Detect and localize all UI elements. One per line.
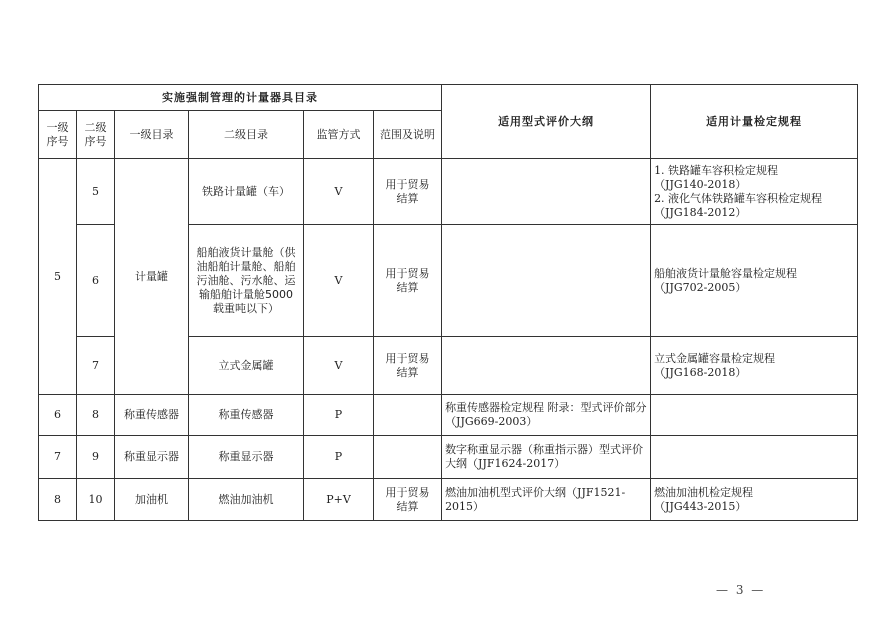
page-number: — 3 — [716,583,766,597]
regulation-cell [651,479,858,521]
type-eval-cell [442,337,651,395]
level1-no-cell: 5 [39,159,77,395]
level2-catalog-cell: 铁路计量罐（车） [189,159,304,225]
verification-regulation-header: 适用计量检定规程 [651,85,858,159]
level2-no-cell: 6 [77,225,115,337]
level1-catalog-cell: 称重传感器 [115,395,189,436]
regulation-line: 燃油加油机检定规程 [654,485,754,499]
level2-catalog-cell: 船舶液货计量舱（供油船舶计量舱、船舶污油舱、污水舱、运输船舶计量舱5000载重吨以下） [189,225,304,337]
table-row [39,159,858,225]
level2-no-cell: 5 [77,159,115,225]
regulation-line: （JJG140-2018） [654,177,747,191]
regulation-line: （JJG702-2005） [654,280,747,294]
regulation-line: 船舶液货计量舱容量检定规程 [654,266,798,280]
regulation-cell [651,395,858,436]
type-eval-cell: 称重传感器检定规程 附录：型式评价部分（JJG669-2003） [442,395,651,436]
scope-cell: 用于贸易结算 [374,159,442,225]
level2-no-cell: 9 [77,436,115,479]
regulation-line: 立式金属罐容量检定规程 [654,351,776,365]
col-header-level2-no: 二级序号 [77,111,115,159]
scope-cell: 用于贸易结算 [374,337,442,395]
regulation-cell [651,436,858,479]
col-header-level1-no: 一级序号 [39,111,77,159]
type-evaluation-header: 适用型式评价大纲 [442,85,651,159]
level2-catalog-cell: 燃油加油机 [189,479,304,521]
supervision-cell: V [304,159,374,225]
level2-catalog-cell: 立式金属罐 [189,337,304,395]
scope-cell: 用于贸易结算 [374,225,442,337]
type-eval-cell [442,159,651,225]
regulation-line: （JJG184-2012） [654,205,747,219]
level2-catalog-cell: 称重传感器 [189,395,304,436]
type-eval-cell: 燃油加油机型式评价大纲（JJF1521-2015） [442,479,651,521]
table-row [39,395,858,436]
regulation-cell [651,337,858,395]
level2-no-cell: 7 [77,337,115,395]
regulation-line: （JJG443-2015） [654,499,747,513]
table-row [39,479,858,521]
regulation-line: 1. 铁路罐车容积检定规程 [654,163,779,177]
col-header-level2-catalog: 二级目录 [189,111,304,159]
level1-no-cell: 6 [39,395,77,436]
level1-catalog-cell: 称重显示器 [115,436,189,479]
col-header-scope: 范围及说明 [374,111,442,159]
table-title: 实施强制管理的计量器具目录 [39,85,442,111]
level2-no-cell: 10 [77,479,115,521]
scope-cell [374,436,442,479]
type-eval-cell: 数字称重显示器（称重指示器）型式评价大纲（JJF1624-2017） [442,436,651,479]
regulation-line: （JJG168-2018） [654,365,747,379]
level1-no-cell: 8 [39,479,77,521]
measuring-instruments-catalog-table [38,84,858,521]
supervision-cell: V [304,225,374,337]
regulation-cell [651,159,858,225]
col-header-level1-catalog: 一级目录 [115,111,189,159]
level2-catalog-cell: 称重显示器 [189,436,304,479]
type-eval-cell [442,225,651,337]
regulation-cell [651,225,858,337]
supervision-cell: P [304,436,374,479]
supervision-cell: P [304,395,374,436]
level1-no-cell: 7 [39,436,77,479]
level2-no-cell: 8 [77,395,115,436]
table-row [39,436,858,479]
level1-catalog-cell: 加油机 [115,479,189,521]
regulation-line: 2. 液化气体铁路罐车容积检定规程 [654,191,823,205]
scope-cell [374,395,442,436]
supervision-cell: P+V [304,479,374,521]
col-header-supervision: 监管方式 [304,111,374,159]
level1-catalog-cell: 计量罐 [115,159,189,395]
scope-cell: 用于贸易结算 [374,479,442,521]
supervision-cell: V [304,337,374,395]
